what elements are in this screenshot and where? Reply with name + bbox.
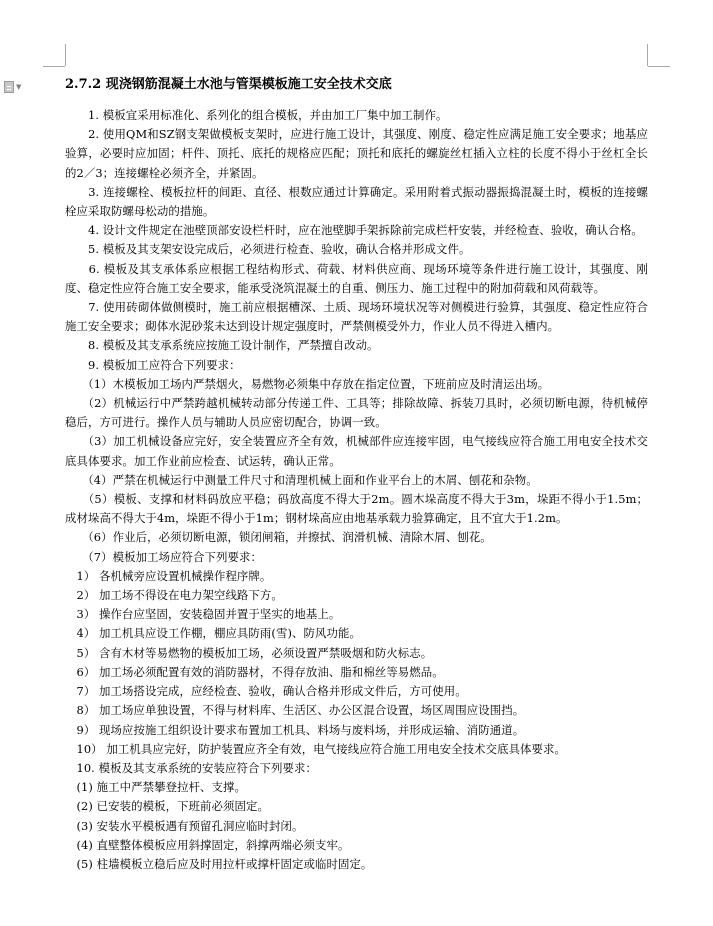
page-corner-mark-top-right-vertical xyxy=(647,44,648,66)
paragraph: (2) 已安装的模板，下班前必须固定。 xyxy=(65,799,270,814)
paragraph: 10） 加工机具应完好，防护装置应齐全有效，电气接线应符合施工用电安全技术交底具体要求。 xyxy=(65,741,567,756)
section-heading: 2.7.2 现浇钢筋混凝土水池与管渠模板施工安全技术交底 xyxy=(65,77,392,92)
paragraph: （1）木模板加工场内严禁烟火，易燃物必须集中存放在指定位置，下班前应及时清运出场。 xyxy=(65,376,550,391)
paragraph: 7. 使用砖砌体做侧模时，施工前应根据槽深、土质、现场环境状况等对侧模进行验算，其强度、稳定性应符合施工安全要求；砌体水泥砂浆未达到设计规定强度时，严禁侧模受外力，作业人员不得进入槽内。 xyxy=(65,300,648,334)
paragraph: 1） 各机械旁应设置机械操作程序牌。 xyxy=(65,568,272,583)
paragraph: （4）严禁在机械运行中测量工件尺寸和清理机械上面和作业平台上的木屑、刨花和杂物。 xyxy=(65,472,538,487)
paragraph: (3) 安装水平模板遇有预留孔洞应临时封闭。 xyxy=(65,818,304,833)
page-corner-mark-top-right-horizontal xyxy=(648,66,670,67)
paragraph: (1) 施工中严禁攀登拉杆、支撑。 xyxy=(65,780,247,795)
paragraph-list xyxy=(65,106,648,874)
paragraph: （3）加工机械设备应完好，安全装置应齐全有效，机械部件应连接牢固，电气接线应符合施工用电安全技术交底具体要求。加工作业前应检查、试运转，确认正常。 xyxy=(65,434,648,468)
paragraph: 5） 含有木材等易燃物的模板加工场，必须设置严禁吸烟和防火标志。 xyxy=(65,645,433,660)
paragraph: （5）模板、支撑和材料码放应平稳；码放高度不得大于2m。圆木垛高度不得大于3m，垛距不得小于1.5m；成材垛高不得大于4m，垛距不得小于1m；钢材垛高应由地基承载力验算确定，且不宜大于1.2m。 xyxy=(65,492,648,526)
paragraph: (5) 柱墙模板立稳后应及时用拉杆或撑杆固定或临时固定。 xyxy=(65,856,373,871)
paragraph: 8. 模板及其支承系统应按施工设计制作，严禁擅自改动。 xyxy=(65,338,379,353)
paragraph: 7） 加工场搭设完成，应经检查、验收，确认合格并形成文件后，方可使用。 xyxy=(65,684,467,699)
page-corner-mark-top-left-vertical xyxy=(65,44,66,66)
paragraph: （6）作业后，必须切断电源，锁闭闸箱，并擦拭、润滑机械、清除木屑、刨花。 xyxy=(65,530,492,545)
paragraph: （2）机械运行中严禁跨越机械转动部分传递工件、工具等；排除故障、拆装刀具时，必须切断电源，待机械停稳后，方可进行。操作人员与辅助人员应密切配合，协调一致。 xyxy=(65,396,648,430)
paragraph: 10. 模板及其支承系统的安装应符合下列要求： xyxy=(65,760,317,775)
paragraph: 3. 连接螺栓、模板拉杆的间距、直径、根数应通过计算确定。采用附着式振动器振捣混凝土时，模板的连接螺栓应采取防螺母松动的措施。 xyxy=(65,184,648,219)
paragraph: 4） 加工机具应设工作棚，棚应具防雨(雪)、防风功能。 xyxy=(65,626,361,641)
document-body xyxy=(65,75,648,874)
chevron-down-icon: ▼ xyxy=(16,83,22,91)
paragraph: 9） 现场应按施工组织设计要求布置加工机具、料场与废料场，并形成运输、消防通道。 xyxy=(65,722,525,737)
document-page-icon xyxy=(4,81,14,93)
paragraph: 6. 模板及其支承体系应根据工程结构形式、荷载、材料供应商、现场环境等条件进行施工设计，其强度、刚度、稳定性应符合施工安全要求，能承受浇筑混凝土的自重、侧压力、施工过程中的附加荷载和风荷载等。 xyxy=(65,261,648,295)
paragraph: 2. 使用QM和SZ钢支架做模板支架时，应进行施工设计，其强度、刚度、稳定性应满足施工安全要求；地基应验算，必要时应加固；杆件、顶托、底托的规格应匹配；顶托和底托的螺旋丝杠插入立柱的长度不得小于丝杠全长的2／3；连接螺栓必须齐全，并紧固。 xyxy=(65,127,648,180)
paragraph: 2） 加工场不得设在电力架空线路下方。 xyxy=(65,588,283,603)
paragraph: 8） 加工场应单独设置，不得与材料库、生活区、办公区混合设置，场区周围应设围挡。 xyxy=(65,703,525,718)
paragraph: （7）模板加工场应符合下列要求： xyxy=(65,549,262,564)
document-outline-icon[interactable] xyxy=(4,80,28,94)
paragraph: 9. 模板加工应符合下列要求： xyxy=(65,357,241,372)
paragraph: (4) 直壁整体模板应用斜撑固定，斜撑两端必须支牢。 xyxy=(65,837,350,852)
paragraph: 5. 模板及其支架安设完成后，必须进行检查、验收，确认合格并形成文件。 xyxy=(65,242,471,257)
paragraph: 3） 操作台应坚固，安装稳固并置于坚实的地基上。 xyxy=(65,607,341,622)
paragraph: 6） 加工场必须配置有效的消防器材，不得存放油、脂和棉丝等易燃品。 xyxy=(65,664,444,679)
paragraph: 4. 设计文件规定在池壁顶部安设栏杆时，应在池壁脚手架拆除前完成栏杆安装，并经检查、验收，确认合格。 xyxy=(65,223,643,238)
page-corner-mark-top-left-horizontal xyxy=(43,66,65,67)
paragraph: 1. 模板宜采用标准化、系列化的组合模板，并由加工厂集中加工制作。 xyxy=(65,108,448,122)
